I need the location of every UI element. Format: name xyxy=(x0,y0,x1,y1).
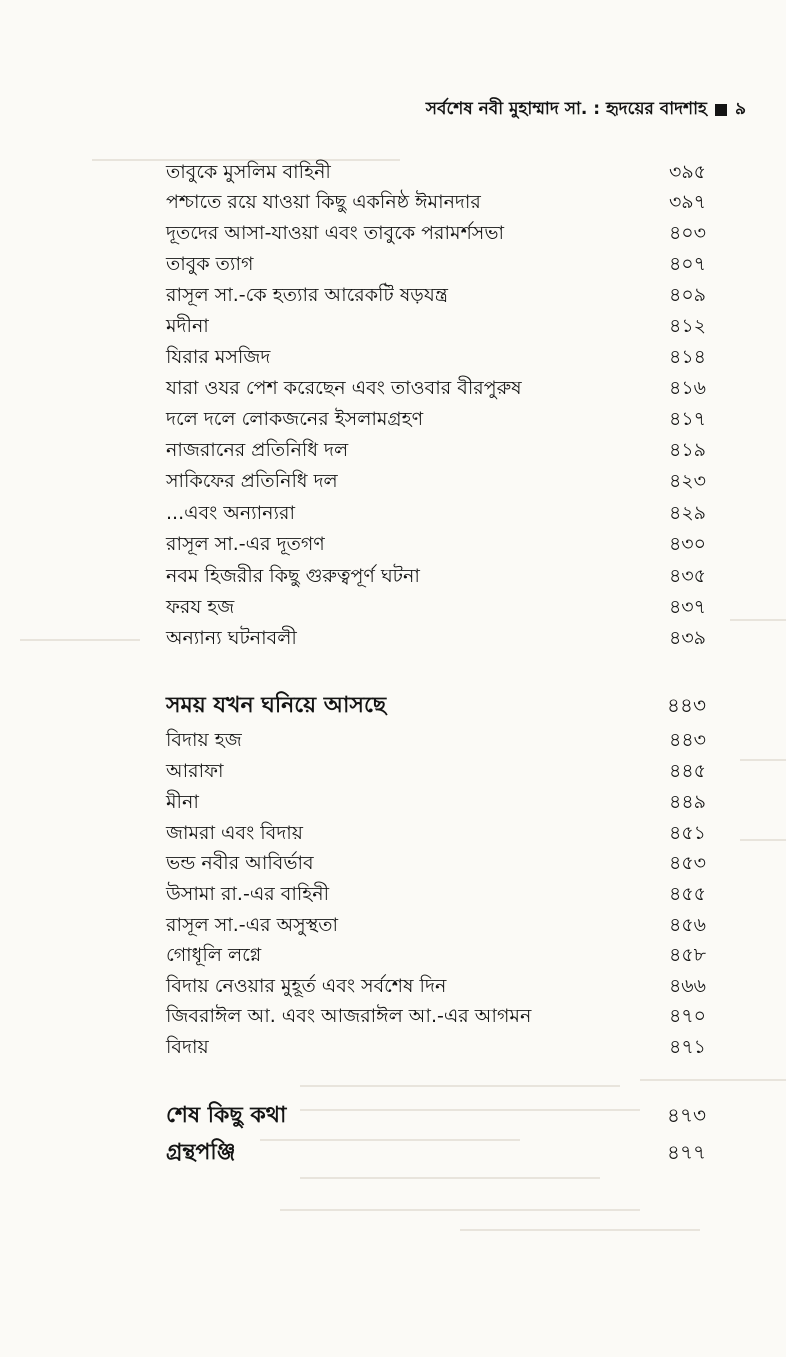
toc-entry-title: জিবরাঈল আ. এবং আজরাঈল আ.-এর আগমন xyxy=(166,1005,532,1027)
toc-entry-title: তাবুক ত্যাগ xyxy=(166,253,254,275)
toc-entry-page: ৪৫৫ xyxy=(669,883,706,905)
toc-entry-title: নবম হিজরীর কিছু গুরুত্বপূর্ণ ঘটনা xyxy=(166,565,420,587)
toc-entry-title: দূতদের আসা-যাওয়া এবং তাবুকে পরামর্শসভা xyxy=(166,222,505,244)
toc-entry xyxy=(166,911,706,943)
toc-entry-title: তাবুকে মুসলিম বাহিনী xyxy=(166,161,331,183)
toc-entry-title: ভন্ড নবীর আবির্ভাব xyxy=(166,852,314,874)
toc-chapter-title: সময় যখন ঘনিয়ে আসছে xyxy=(166,693,387,718)
toc-entry xyxy=(166,880,706,912)
toc-entry-title: বিদায় হজ xyxy=(166,729,242,751)
toc-entry xyxy=(166,467,706,499)
toc-entry xyxy=(166,436,706,468)
toc-entry xyxy=(166,757,706,789)
toc-entry xyxy=(166,1002,706,1034)
toc-entry-title: নাজরানের প্রতিনিধি দল xyxy=(166,439,349,461)
toc-chapter-page: ৪৪৩ xyxy=(667,693,706,717)
toc-entry-page: ৩৯৭ xyxy=(668,191,706,213)
square-bullet-icon xyxy=(715,104,727,116)
running-head-title: সর্বশেষ নবী মুহাম্মাদ সা. : হৃদয়ের বাদশাহ xyxy=(425,99,707,119)
toc-entry xyxy=(166,819,706,851)
toc-entry-page: ৪৫৩ xyxy=(668,852,706,874)
toc-entry xyxy=(166,593,706,625)
toc-entry-title: রাসূল সা.-কে হত্যার আরেকটি ষড়যন্ত্র xyxy=(166,284,449,306)
toc-entry xyxy=(166,188,706,220)
toc-entry-title: উসামা রা.-এর বাহিনী xyxy=(166,883,330,905)
toc-entry-page: ৪৩৭ xyxy=(668,596,706,618)
toc-entry-page: ৪০৩ xyxy=(668,222,706,244)
toc-chapter-title: গ্রন্থপঞ্জি xyxy=(166,1140,236,1165)
toc-entry xyxy=(166,788,706,820)
toc-entry-page: ৪৪৩ xyxy=(668,729,706,751)
toc-entry-page: ৪০৯ xyxy=(668,284,706,306)
toc-entry xyxy=(166,972,706,1004)
toc-entry-title: দলে দলে লোকজনের ইসলামগ্রহণ xyxy=(166,408,424,430)
toc-entry-title: রাসূল সা.-এর অসুস্থতা xyxy=(166,914,338,936)
toc-entry xyxy=(166,941,706,973)
toc-entry-page: ৪৭০ xyxy=(668,1005,706,1027)
toc-entry xyxy=(166,562,706,594)
toc-entry xyxy=(166,250,706,282)
toc-entry-title: ফরয হজ xyxy=(166,596,235,618)
toc-entry-title: ...এবং অন্যান্যরা xyxy=(166,502,295,524)
toc-entry-page: ৪৫৬ xyxy=(668,914,706,936)
toc-entry-title: গোধূলি লগ্নে xyxy=(166,944,262,966)
toc-chapter-page: ৪৭৩ xyxy=(667,1103,706,1127)
toc-entry-page: ৪০৭ xyxy=(668,253,706,275)
toc-entry-page: ৪১২ xyxy=(668,315,706,337)
toc-entry-title: রাসূল সা.-এর দূতগণ xyxy=(166,533,325,555)
toc-entry xyxy=(166,530,706,562)
toc-entry-page: ৪৫৮ xyxy=(669,944,706,966)
toc-entry-title: মদীনা xyxy=(166,315,209,337)
toc-entry-title: সাকিফের প্রতিনিধি দল xyxy=(166,470,338,492)
toc-entry xyxy=(166,405,706,437)
toc-entry-title: জামরা এবং বিদায় xyxy=(166,822,303,844)
toc-entry-page: ৪৩৯ xyxy=(668,627,706,649)
toc-chapter-page: ৪৭৭ xyxy=(667,1140,706,1164)
toc-entry-page: ৪১৯ xyxy=(669,439,706,461)
toc-chapter-heading xyxy=(166,1098,706,1135)
toc-entry-title: পশ্চাতে রয়ে যাওয়া কিছু একনিষ্ঠ ঈমানদার xyxy=(166,191,481,213)
running-head-page-number: ৯ xyxy=(734,99,746,119)
toc-entry xyxy=(166,158,706,190)
toc-entry-page: ৪১৭ xyxy=(668,408,706,430)
toc-chapter-heading xyxy=(166,1135,706,1172)
toc-entry-page: ৪১৬ xyxy=(668,377,706,399)
toc-entry xyxy=(166,726,706,758)
toc-entry-title: অন্যান্য ঘটনাবলী xyxy=(166,627,297,649)
toc-entry-title: যিরার মসজিদ xyxy=(166,346,271,368)
toc-entry-page: ৪২৯ xyxy=(668,502,706,524)
toc-entry xyxy=(166,374,706,406)
toc-entry-page: ৪২৩ xyxy=(668,470,706,492)
toc-entry xyxy=(166,499,706,531)
toc-entry-page: ৩৯৫ xyxy=(668,161,706,183)
toc-entry-page: ৪৭১ xyxy=(668,1036,706,1058)
toc-entry-page: ৪৫১ xyxy=(669,822,706,844)
toc-entry-page: ৪১৪ xyxy=(669,346,706,368)
toc-entry xyxy=(166,219,706,251)
toc-entry xyxy=(166,343,706,375)
toc-entry xyxy=(166,849,706,881)
toc-chapter-heading xyxy=(166,688,706,725)
toc-entry xyxy=(166,312,706,344)
toc-chapter-title: শেষ কিছু কথা xyxy=(166,1103,287,1128)
toc-entry-title: বিদায় নেওয়ার মুহূর্ত এবং সর্বশেষ দিন xyxy=(166,975,447,997)
toc-entry-page: ৪৩০ xyxy=(668,533,706,555)
toc-entry xyxy=(166,281,706,313)
toc-entry-title: বিদায় xyxy=(166,1036,209,1058)
toc-entry-page: ৪৬৬ xyxy=(668,975,706,997)
toc-entry-page: ৪৩৫ xyxy=(668,565,706,587)
toc-entry xyxy=(166,624,706,656)
toc-entry-title: মীনা xyxy=(166,791,199,813)
toc-entry-title: যারা ওযর পেশ করেছেন এবং তাওবার বীরপুরুষ xyxy=(166,377,522,399)
toc-entry xyxy=(166,1033,706,1065)
toc-entry-title: আরাফা xyxy=(166,760,224,782)
running-head xyxy=(426,96,746,124)
toc-entry-page: ৪৪৫ xyxy=(669,760,706,782)
toc-entry-page: ৪৪৯ xyxy=(669,791,706,813)
